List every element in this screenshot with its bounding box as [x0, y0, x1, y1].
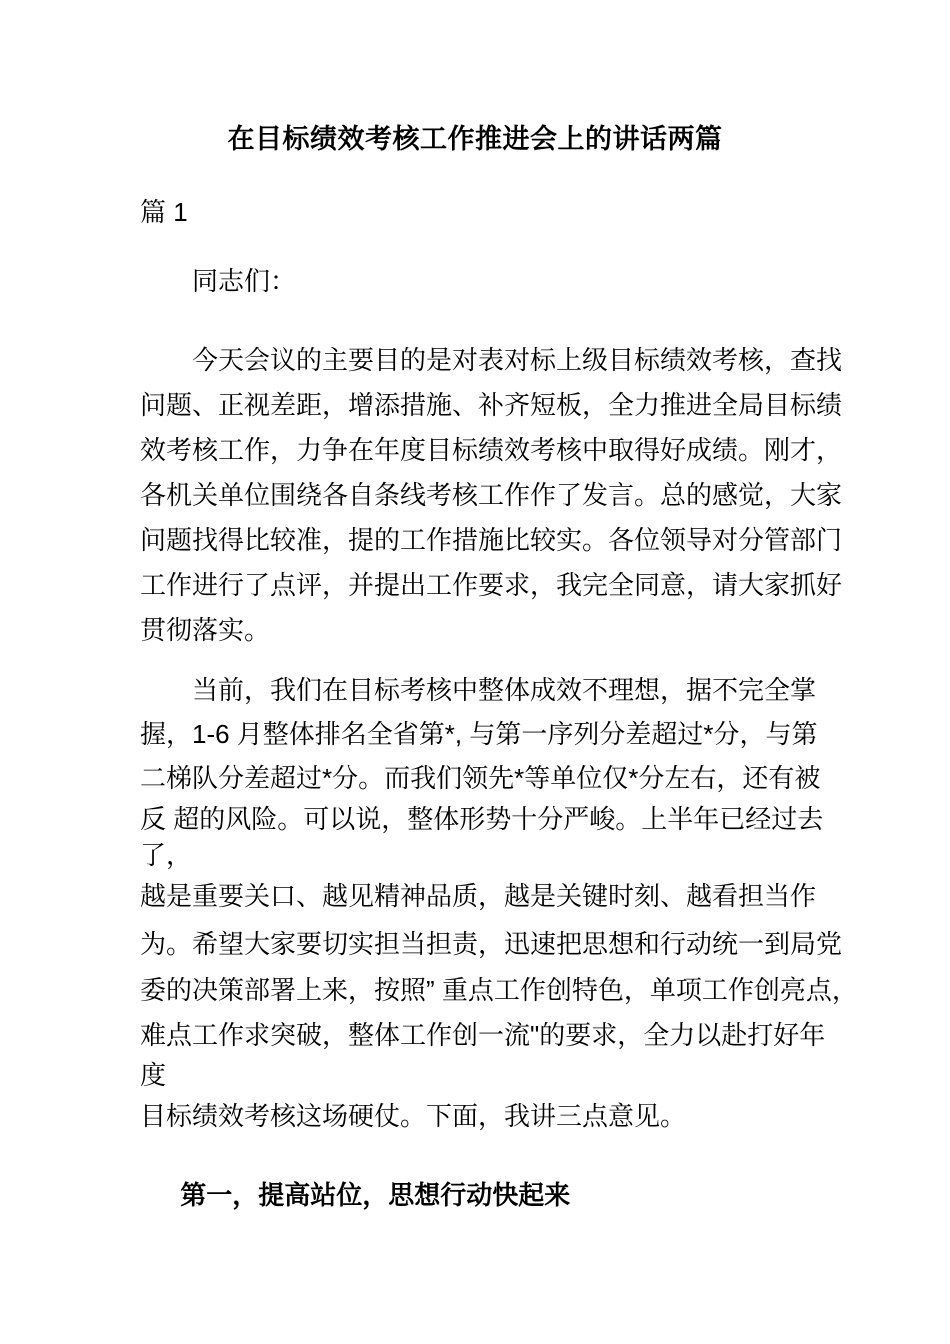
paragraph-line: 握，1-6 月整体排名全省第*, 与第一序列分差超过*分，与第: [140, 719, 818, 749]
paragraph-line: 各机关单位围绕各自条线考核工作作了发言。总的感觉，大家: [140, 480, 843, 510]
paragraph-line: 当前，我们在目标考核中整体成效不理想，据不完全掌: [192, 675, 817, 705]
paragraph-line: 今天会议的主要目的是对表对标上级目标绩效考核，查找: [192, 345, 843, 375]
salutation: 同志们：: [192, 266, 297, 296]
section-label: 篇 1: [140, 197, 188, 227]
paragraph-line: 度: [140, 1060, 167, 1090]
heading-first-point: 第一，提高站位，思想行动快起来: [180, 1180, 571, 1210]
paragraph-line: 越是重要关口、越见精神品质，越是关键时刻、越看担当作: [140, 881, 817, 911]
paragraph-line: 问题、正视差距，增添措施、补齐短板，全力推进全局目标绩: [140, 390, 843, 420]
paragraph-line: 委的决策部署上来，按照” 重点工作创特色，单项工作创亮点，: [140, 975, 858, 1005]
paragraph-line: 了，: [140, 840, 193, 870]
paragraph-line: 难点工作求突破，整体工作创一流"的要求，全力以赴打好年: [140, 1020, 826, 1050]
document-title: 在目标绩效考核工作推进会上的讲话两篇: [227, 124, 723, 154]
paragraph-1: [140, 338, 850, 653]
paragraph-line: 贯彻落实。: [140, 615, 271, 645]
paragraph-line: 效考核工作，力争在年度目标绩效考核中取得好成绩。刚才，: [140, 435, 843, 465]
paragraph-line: 为。希望大家要切实担当担责，迅速把思想和行动统一到局党: [140, 929, 843, 959]
paragraph-line: 目标绩效考核这场硬仗。下面，我讲三点意见。: [140, 1101, 687, 1131]
paragraph-line: 二梯队分差超过*分。而我们领先*等单位仅*分左右，还有被: [140, 763, 821, 793]
paragraph-line: 问题找得比较准，提的工作措施比较实。各位领导对分管部门: [140, 525, 843, 555]
paragraph-line: 工作进行了点评，并提出工作要求，我完全同意，请大家抓好: [140, 570, 843, 600]
paragraph-2: [140, 668, 858, 1139]
paragraph-line: 反 超的风险。可以说，整体形势十分严峻。上半年已经过去: [140, 804, 824, 834]
document-body: [0, 196, 950, 1218]
